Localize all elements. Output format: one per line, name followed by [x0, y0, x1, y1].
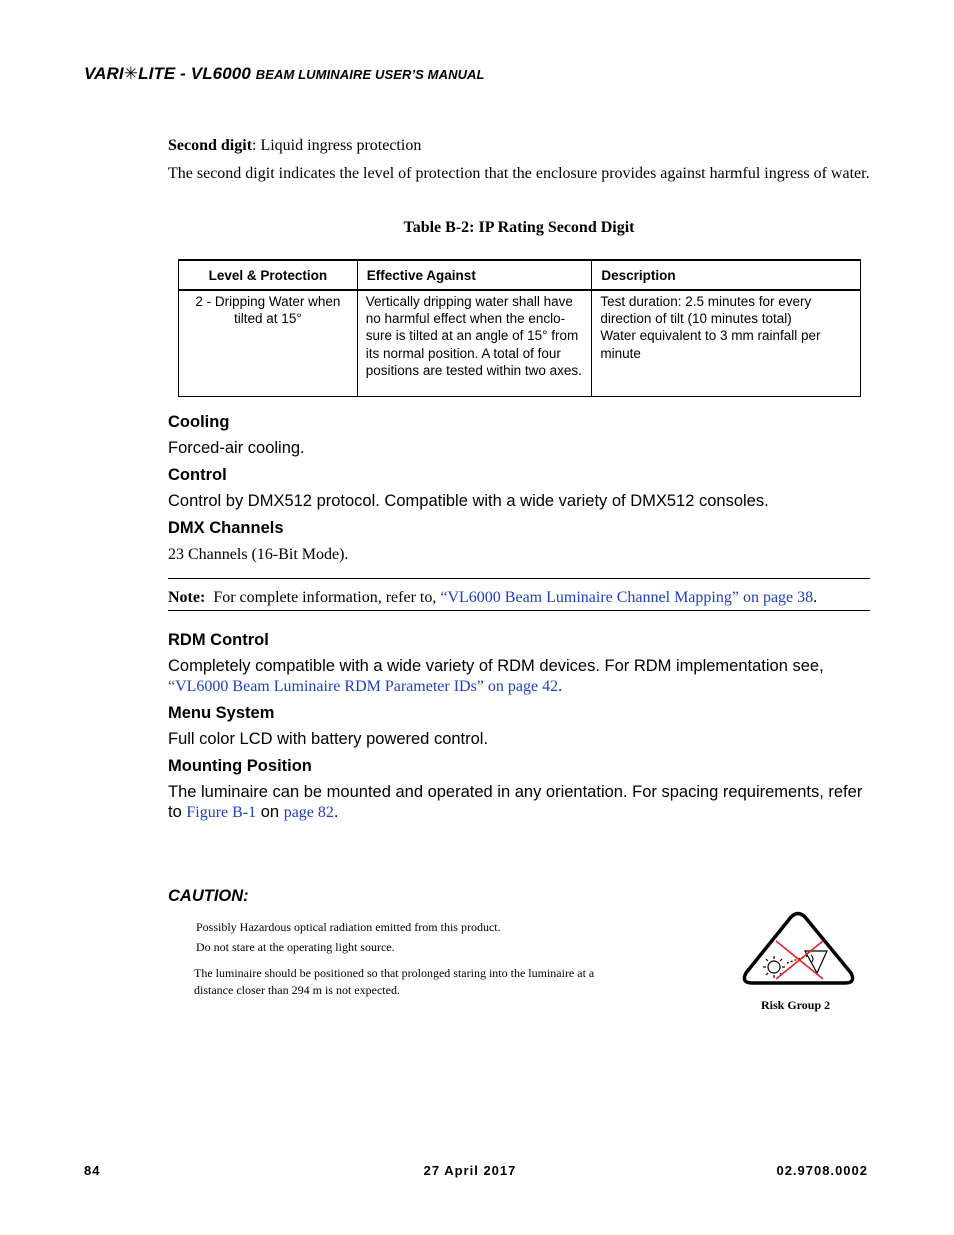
table-header-row [179, 260, 861, 290]
menu-system-heading: Menu System [168, 704, 275, 722]
table-header-effective: Effective Against [357, 260, 592, 290]
dmx-channels-text: 23 Channels (16-Bit Mode). [168, 546, 349, 563]
footer-doc-number: 02.9708.0002 [776, 1163, 868, 1178]
table-cell-description-line1: Test duration: 2.5 minutes for every direction of tilt (10 minutes total) [600, 294, 812, 327]
note-bottom-rule [168, 610, 870, 611]
rdm-heading: RDM Control [168, 631, 269, 649]
note-channel-mapping-link[interactable]: “VL6000 Beam Luminaire Channel Mapping” on page 38 [440, 589, 814, 606]
control-heading: Control [168, 466, 227, 484]
header-brand-star: ✳ [123, 64, 139, 83]
note-end: . [813, 589, 818, 606]
cooling-text: Forced-air cooling. [168, 439, 305, 457]
rdm-text: Completely compatible with a wide variety of RDM devices. For RDM implementation see, [168, 657, 824, 675]
rdm-parameter-ids-link[interactable]: “VL6000 Beam Luminaire RDM Parameter IDs” on page 42 [168, 678, 559, 695]
running-header-title [84, 64, 485, 84]
table-cell-level: 2 - Dripping Water when tilted at 15° [179, 290, 358, 397]
menu-system-text: Full color LCD with battery powered control. [168, 730, 489, 748]
cooling-heading: Cooling [168, 413, 230, 431]
mounting-on: on [260, 803, 280, 821]
table-caption: Table B-2: IP Rating Second Digit [403, 219, 635, 236]
header-brand-lite: LITE - VL6000 [138, 64, 256, 83]
optical-radiation-warning-icon [741, 911, 856, 987]
note-block [168, 587, 817, 608]
second-digit-description: The second digit indicates the level of protection that the enclosure provides against harmful ingress of water. [168, 165, 870, 182]
note-label: Note: [168, 589, 206, 606]
note-top-rule [168, 578, 870, 579]
table-cell-description-line2: Water equivalent to 3 mm rainfall per minute [600, 328, 821, 361]
table-header-level: Level & Protection [179, 260, 358, 290]
caution-text-block [196, 919, 626, 956]
figure-b1-link[interactable]: Figure B-1 [186, 804, 257, 821]
footer-page-number: 84 [84, 1163, 101, 1178]
page-82-link[interactable]: page 82 [283, 804, 334, 821]
rdm-end: . [558, 678, 563, 695]
second-digit-label-rest: : Liquid ingress protection [252, 137, 422, 154]
dmx-channels-heading: DMX Channels [168, 519, 284, 537]
caution-line-3: The luminaire should be positioned so that prolonged staring into the luminaire at a distance closer than 294 m is not expected. [194, 966, 595, 997]
table-header-description: Description [592, 260, 861, 290]
risk-group-label: Risk Group 2 [761, 998, 831, 1012]
table-row [179, 290, 861, 397]
mounting-end: . [333, 803, 339, 821]
note-text: For complete information, refer to, [213, 589, 437, 606]
caution-line-1: Possibly Hazardous optical radiation emitted from this product. [196, 920, 501, 934]
caution-heading: CAUTION: [168, 887, 249, 905]
footer-date: 27 April 2017 [423, 1163, 517, 1178]
table-cell-effective: Vertically dripping water shall have no harmful effect when the enclo-sure is tilted at an angle of 15° from its normal position. A total of four positions are tested within two axes. [357, 290, 592, 397]
mounting-heading: Mounting Position [168, 757, 312, 775]
header-brand-vari: VARI [84, 64, 124, 83]
ip-rating-table [178, 259, 861, 397]
rdm-link-line [168, 676, 562, 697]
header-manual-title: BEAM LUMINAIRE USER’S MANUAL [255, 67, 485, 82]
table-cell-description [592, 290, 861, 397]
caution-line-2: Do not stare at the operating light source. [196, 940, 395, 954]
mounting-text-block [168, 782, 870, 823]
second-digit-label: Second digit [168, 137, 253, 154]
control-text: Control by DMX512 protocol. Compatible with a wide variety of DMX512 consoles. [168, 492, 769, 510]
mounting-text: The luminaire can be mounted and operated in any orientation. For spacing requirements, refer to [168, 783, 863, 821]
second-digit-subtitle [168, 135, 421, 156]
